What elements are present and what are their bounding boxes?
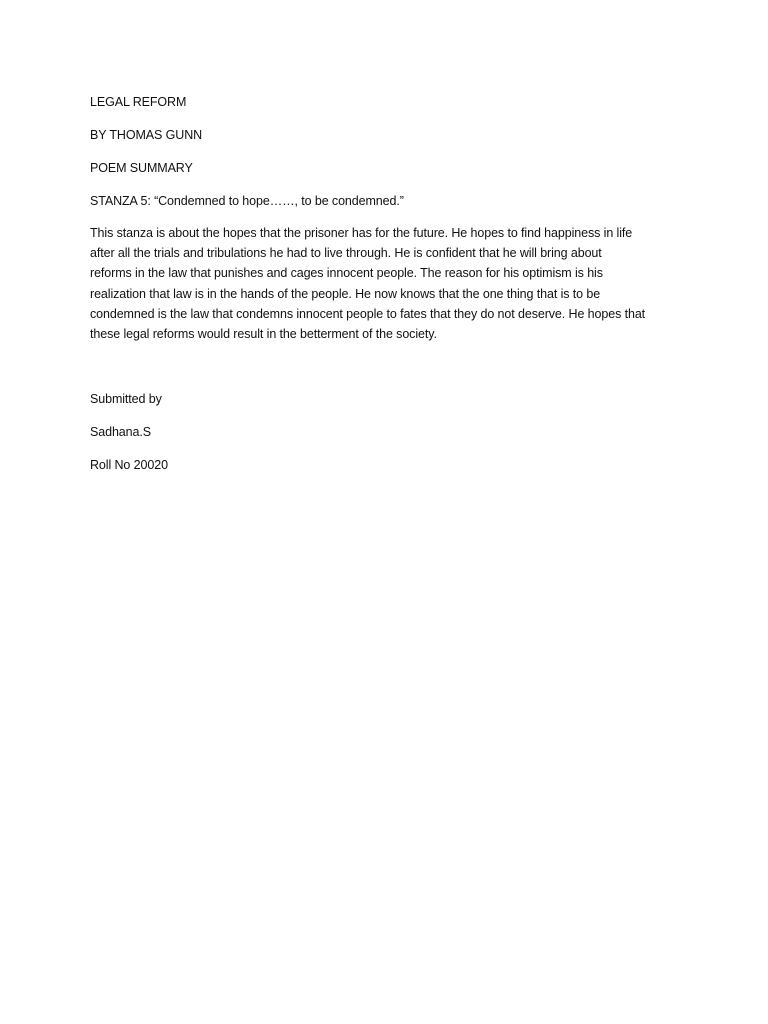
summary-line: these legal reforms would result in the betterment of the society. [90,327,437,342]
submitter-name: Sadhana.S [90,425,151,439]
summary-line: after all the trials and tribulations he had to live through. He is confident that he will bring about [90,246,602,261]
roll-number: Roll No 20020 [90,458,168,472]
stanza-label: STANZA 5: “Condemned to hope……, to be condemned.” [90,194,404,208]
submitted-by-label: Submitted by [90,392,162,406]
document-title: LEGAL REFORM [90,95,187,109]
document-author: BY THOMAS GUNN [90,128,203,142]
section-heading: POEM SUMMARY [90,161,193,175]
summary-paragraph [90,223,690,344]
summary-line: This stanza is about the hopes that the prisoner has for the future. He hopes to find happiness in life [90,226,633,240]
summary-line: realization that law is in the hands of the people. He now knows that the one thing that is to be [90,286,601,301]
summary-line: reforms in the law that punishes and cages innocent people. The reason for his optimism is his [90,266,603,281]
summary-line: condemned is the law that condemns innocent people to fates that they do not deserve. He hopes that [90,306,646,321]
